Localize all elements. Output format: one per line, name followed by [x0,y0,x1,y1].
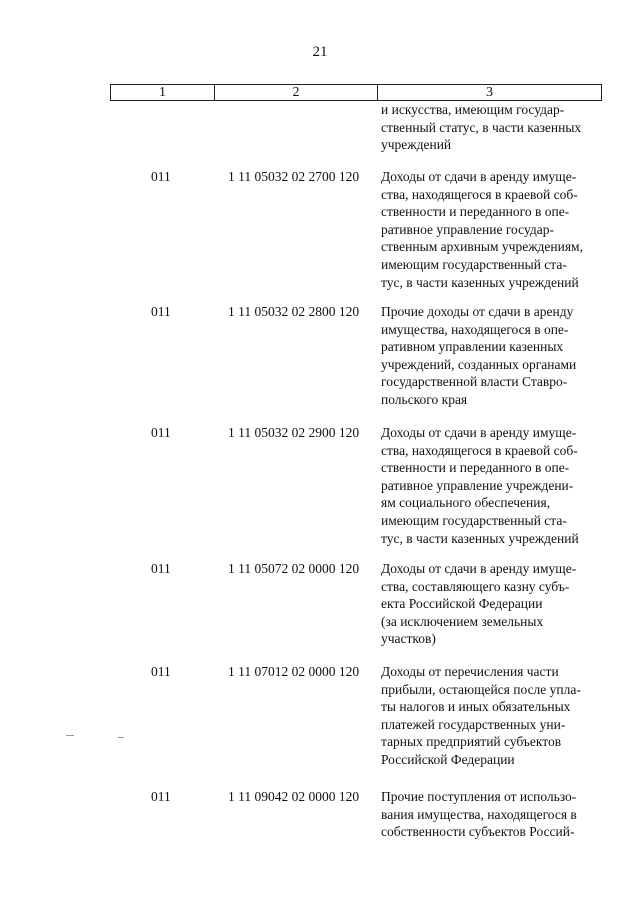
text-line: ям социального обеспечения, [381,495,551,511]
text-line: Российской Федерации [381,751,515,767]
admin-code: 011 [151,561,171,576]
text-line: участков) [381,631,436,647]
text-line: ственности и переданного в опе- [381,204,570,220]
text-line: Прочие поступления от использо- [381,789,577,804]
text-line: тус, в части казенных учреждений [381,530,579,546]
text-line: имеющим государственный ста- [381,256,567,272]
header-col-1: 1 [111,85,215,100]
text-line: платежей государственных уни- [381,716,566,732]
admin-code: 011 [151,304,171,319]
text-line: ративном управлении казенных [381,339,564,355]
text-line: ственный статус, в части казенных [381,119,582,135]
text-line: Доходы от сдачи в аренду имуще- [381,561,577,576]
header-col-3: 3 [486,85,493,100]
admin-code: 011 [151,789,171,804]
table-header [110,84,602,101]
text-line: прибыли, остающейся после упла- [381,681,581,697]
text-line: ственности и переданного в опе- [381,460,570,476]
budget-code: 1 11 05032 02 2900 120 [228,425,360,440]
text-line: (за исключением земельных [381,613,544,629]
budget-code: 1 11 09042 02 0000 120 [228,789,360,804]
text-line: ративное управление учреждени- [381,477,574,493]
text-line: тус, в части казенных учреждений [381,274,579,290]
scan-artifact [118,737,124,738]
scan-artifact [66,735,74,736]
text-line: учреждений, созданных органами [381,356,577,372]
income-description [381,788,606,841]
income-description [381,168,606,291]
text-line: государственной власти Ставро- [381,374,568,390]
text-line: собственности субъектов Россий- [381,824,575,840]
budget-code: 1 11 05072 02 0000 120 [228,561,360,576]
text-line: ративное управление государ- [381,221,554,237]
text-line: учреждений [381,137,452,153]
income-description [381,663,606,769]
text-line: ственным архивным учреждениям, [381,239,583,255]
text-line: ства, находящегося в краевой соб- [381,186,578,202]
text-line: ства, находящегося в краевой соб- [381,442,578,458]
text-line: Доходы от сдачи в аренду имуще- [381,169,577,184]
income-description [381,424,606,547]
text-line: и искусства, имеющим государ- [381,102,565,117]
income-description [381,303,606,409]
text-line: вания имущества, находящегося в [381,806,577,822]
text-line: Доходы от перечисления части [381,664,559,679]
admin-code: 011 [151,169,171,184]
text-line: Прочие доходы от сдачи в аренду [381,304,574,319]
text-line: ты налогов и иных обязательных [381,699,571,715]
text-line: Доходы от сдачи в аренду имуще- [381,425,577,440]
admin-code: 011 [151,664,171,679]
text-line: имеющим государственный ста- [381,512,567,528]
budget-code: 1 11 07012 02 0000 120 [228,664,360,679]
text-line: екта Российской Федерации [381,596,543,612]
text-line: польского края [381,391,468,407]
header-col-2: 2 [215,85,378,100]
admin-code: 011 [151,425,171,440]
text-line: ства, составляющего казну субъ- [381,578,570,594]
text-line: тарных предприятий субъектов [381,734,562,750]
text-line: имущества, находящегося в опе- [381,321,569,337]
page-number: 21 [312,44,328,60]
budget-code: 1 11 05032 02 2800 120 [228,304,360,319]
income-description [381,560,606,648]
budget-code: 1 11 05032 02 2700 120 [228,169,360,184]
